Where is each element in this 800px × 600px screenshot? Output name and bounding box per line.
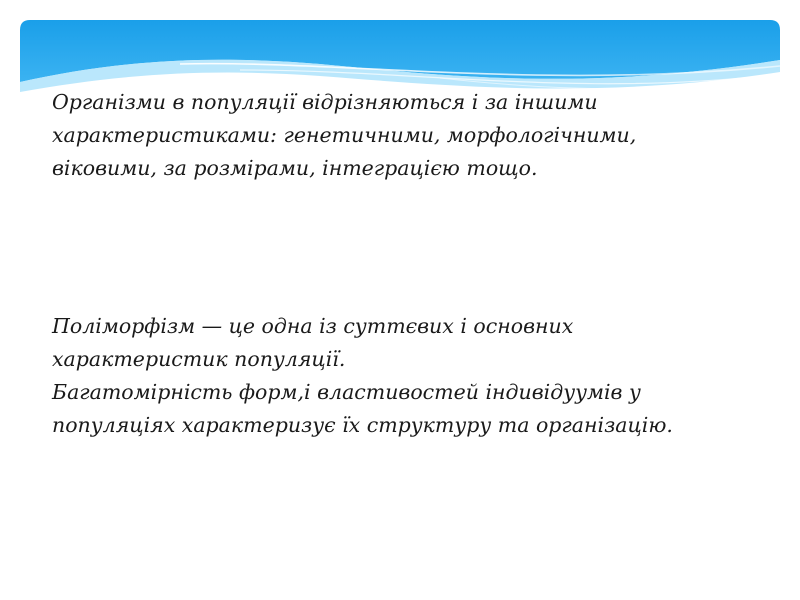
paragraph-populations <box>52 86 636 185</box>
text-line: Багатомірність форм,і властивостей індивідуумів у <box>52 380 641 404</box>
text-line: Поліморфізм — це одна із суттєвих і основних <box>52 314 574 338</box>
text-line: популяціях характеризує їх структуру та організацію. <box>52 413 673 437</box>
text-line: характеристиками: генетичними, морфологічними, <box>52 123 637 147</box>
text-line: віковими, за розмірами, інтеграцією тощо. <box>52 156 538 180</box>
text-line: Організми в популяції відрізняються і за іншими <box>52 90 598 114</box>
paragraph-polymorphism <box>52 310 673 442</box>
text-line: характеристик популяції. <box>52 347 346 371</box>
